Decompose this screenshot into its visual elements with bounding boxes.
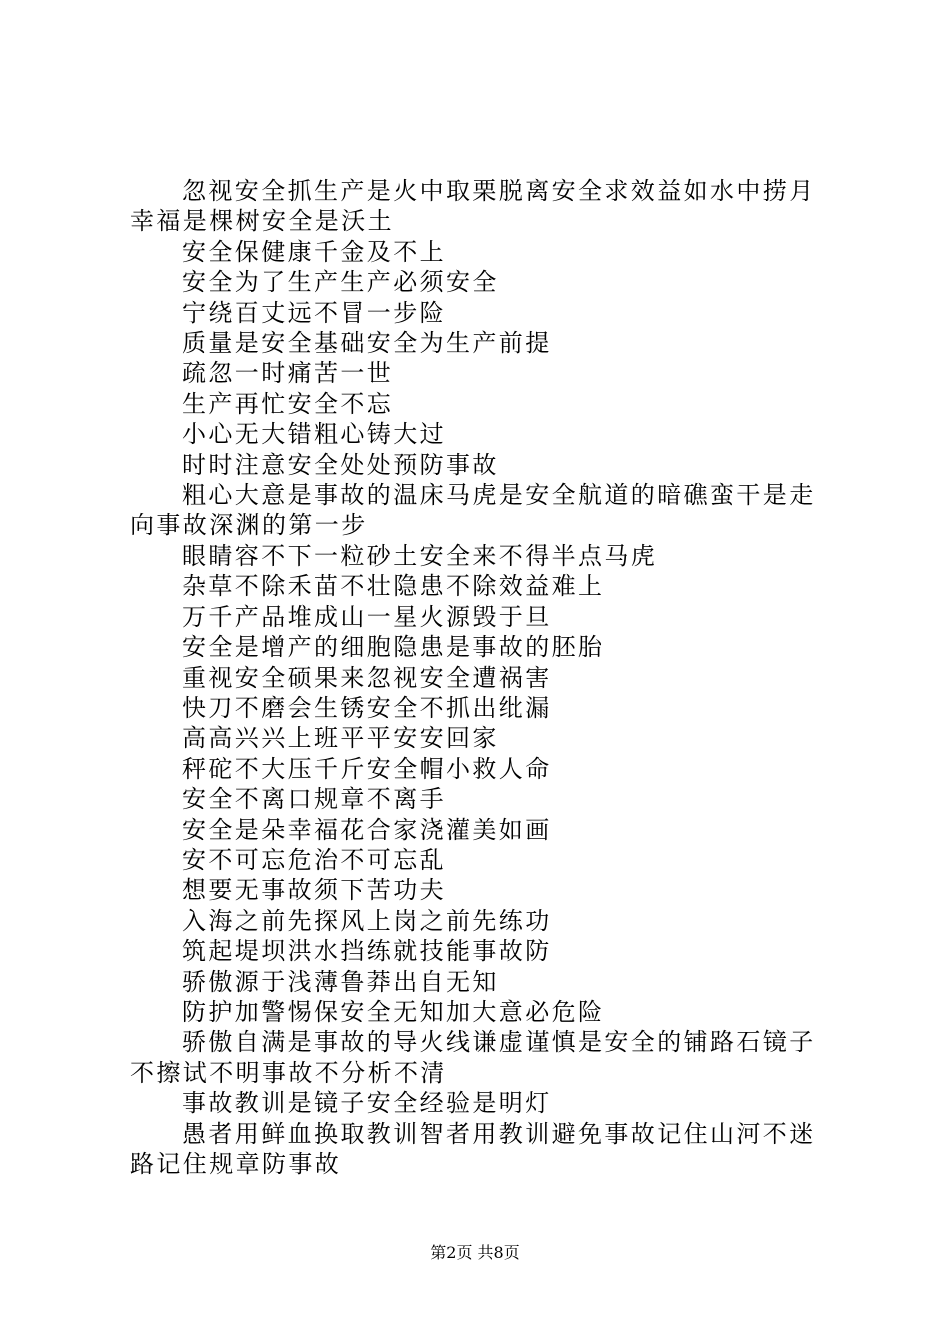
- paragraph: 宁绕百丈远不冒一步险: [182, 298, 446, 327]
- paragraph: 安全不离口规章不离手: [182, 785, 446, 814]
- paragraph: 质量是安全基础安全为生产前提: [182, 329, 552, 358]
- paragraph: 安不可忘危治不可忘乱: [182, 845, 446, 874]
- paragraph: 眼睛容不下一粒砂土安全来不得半点马虎: [182, 541, 658, 570]
- paragraph: 时时注意安全处处预防事故: [182, 450, 499, 479]
- paragraph: 高高兴兴上班平平安安回家: [182, 724, 499, 753]
- paragraph: 万千产品堆成山一星火源毁于旦: [182, 602, 552, 631]
- paragraph: 生产再忙安全不忘: [182, 389, 394, 418]
- paragraph: 快刀不磨会生锈安全不抓出纰漏: [182, 693, 552, 722]
- paragraph: 安全为了生产生产必须安全: [182, 268, 499, 297]
- paragraph: 秤砣不大压千斤安全帽小救人命: [182, 754, 552, 783]
- paragraph: 骄傲自满是事故的导火线谦虚谨慎是安全的铺路石镜子不擦试不明事故不分析不清: [130, 1028, 816, 1087]
- paragraph: 疏忽一时痛苦一世: [182, 359, 394, 388]
- page-footer: [0, 1243, 950, 1263]
- document-body: [130, 176, 830, 1179]
- paragraph: 愚者用鲜血换取教训智者用教训避免事故记住山河不迷路记住规章防事故: [130, 1119, 816, 1178]
- paragraph: 防护加警惕保安全无知加大意必危险: [182, 997, 605, 1026]
- paragraph: 忽视安全抓生产是火中取栗脱离安全求效益如水中捞月幸福是棵树安全是沃土: [130, 177, 816, 236]
- paragraph: 安全保健康千金及不上: [182, 237, 446, 266]
- paragraph: 入海之前先探风上岗之前先练功: [182, 906, 552, 935]
- paragraph: 杂草不除禾苗不壮隐患不除效益难上: [182, 572, 605, 601]
- paragraph: 粗心大意是事故的温床马虎是安全航道的暗礁蛮干是走向事故深渊的第一步: [130, 481, 816, 540]
- page-number-label: 第2页 共8页: [430, 1243, 520, 1262]
- paragraph: 安全是朵幸福花合家浇灌美如画: [182, 815, 552, 844]
- paragraph: 骄傲源于浅薄鲁莽出自无知: [182, 967, 499, 996]
- paragraph: 安全是增产的细胞隐患是事故的胚胎: [182, 633, 605, 662]
- paragraph: 小心无大错粗心铸大过: [182, 420, 446, 449]
- paragraph: 想要无事故须下苦功夫: [182, 876, 446, 905]
- paragraph: 筑起堤坝洪水挡练就技能事故防: [182, 937, 552, 966]
- paragraph: 重视安全硕果来忽视安全遭祸害: [182, 663, 552, 692]
- paragraph: 事故教训是镜子安全经验是明灯: [182, 1089, 552, 1118]
